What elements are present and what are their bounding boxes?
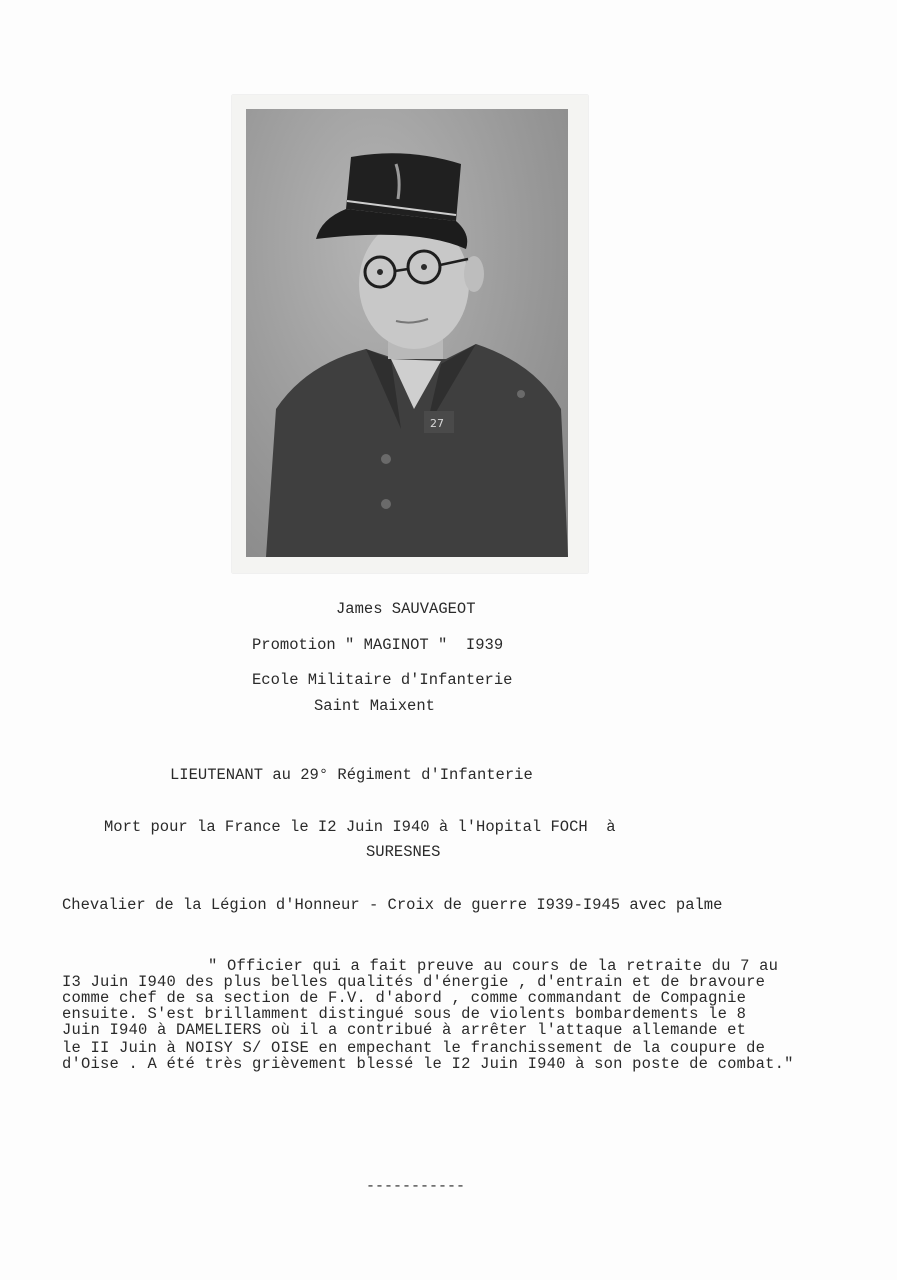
- rank-line: LIEUTENANT au 29° Régiment d'Infanterie: [170, 766, 533, 784]
- citation-line: comme chef de sa section de F.V. d'abord , comme commandant de Compagnie: [62, 989, 747, 1007]
- school-place: Saint Maixent: [314, 697, 435, 715]
- citation-line: d'Oise . A été très grièvement blessé le I2 Juin I940 à son poste de combat.": [62, 1055, 794, 1073]
- separator-line: -----------: [366, 1178, 466, 1195]
- citation-line: ensuite. S'est brillamment distingué sous de violents bombardements le 8: [62, 1005, 747, 1023]
- portrait-figure: [246, 109, 568, 557]
- photo-mount: [232, 95, 588, 573]
- collar-number: 27: [430, 417, 444, 430]
- person-name: James SAUVAGEOT: [336, 600, 476, 618]
- citation-line: Juin I940 à DAMELIERS où il a contribué à arrêter l'attaque allemande et: [62, 1021, 747, 1039]
- portrait-photo: [246, 109, 568, 557]
- death-line-2: SURESNES: [366, 843, 441, 861]
- citation-line: le II Juin à NOISY S/ OISE en empechant le franchissement de la coupure de: [62, 1039, 766, 1057]
- honors-line: Chevalier de la Légion d'Honneur - Croix de guerre I939-I945 avec palme: [62, 896, 723, 914]
- citation-line: I3 Juin I940 des plus belles qualités d'énergie , d'entrain et de bravoure: [62, 973, 766, 991]
- death-line-1: Mort pour la France le I2 Juin I940 à l'Hopital FOCH à: [104, 818, 616, 836]
- school-line: Ecole Militaire d'Infanterie: [252, 671, 513, 689]
- citation-line: " Officier qui a fait preuve au cours de la retraite du 7 au: [208, 957, 779, 975]
- promotion-line: Promotion " MAGINOT " I939: [252, 636, 504, 654]
